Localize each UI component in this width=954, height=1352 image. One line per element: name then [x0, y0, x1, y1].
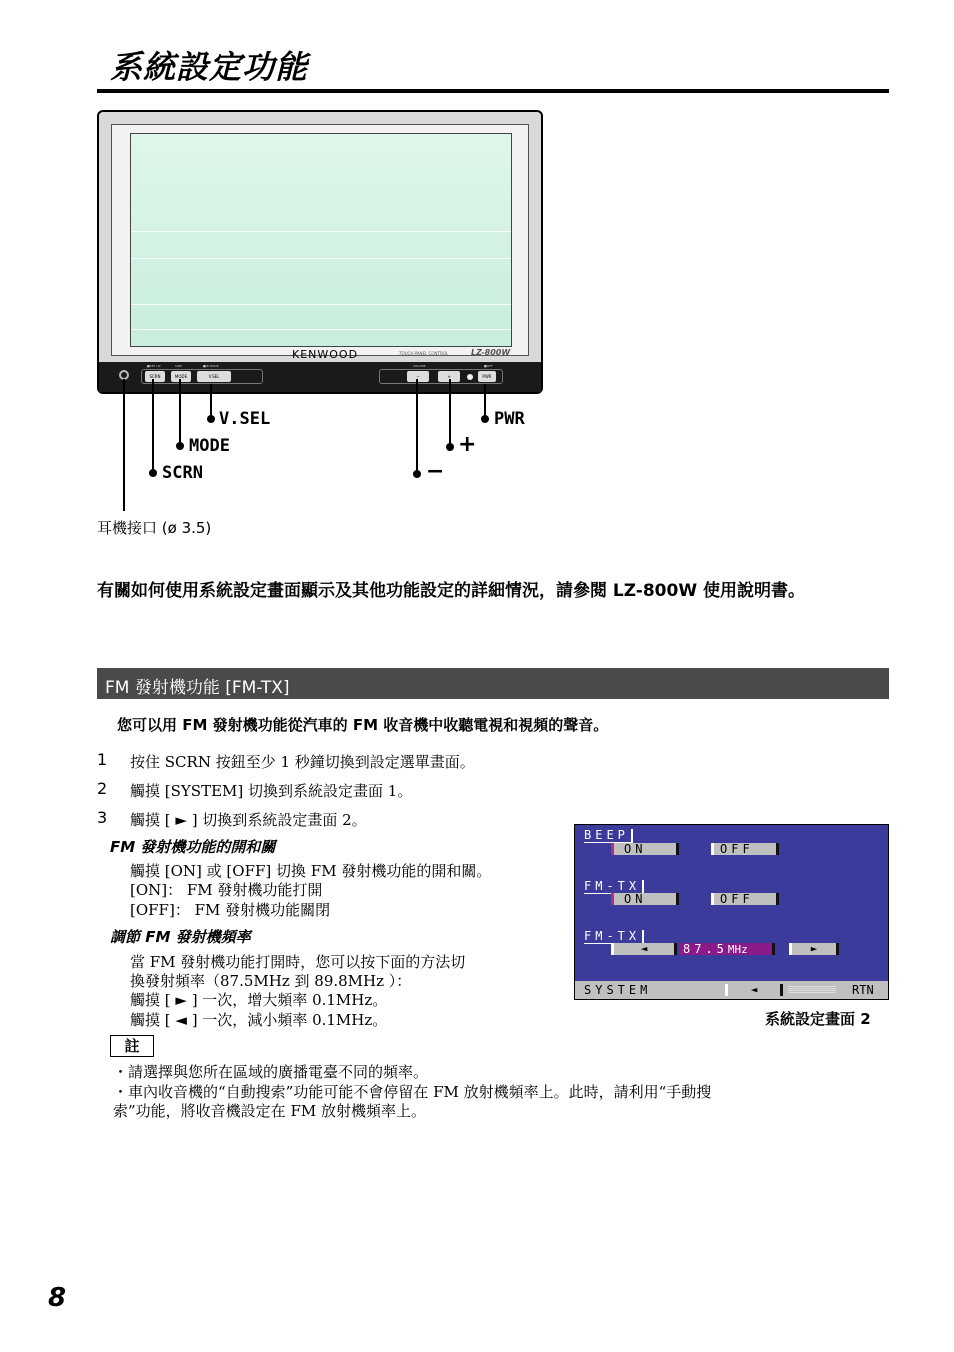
pwr-leader-dot — [481, 415, 489, 423]
section-header — [97, 668, 889, 699]
plus-leader-line — [449, 379, 451, 447]
scrn-leader-line — [152, 379, 154, 474]
note-label: 註 — [110, 1035, 154, 1057]
onoff-line: 觸摸 [ON] 或 [OFF] 切換 FM 發射機功能的開和關。 — [130, 862, 492, 880]
step-number: 2 — [97, 779, 108, 798]
onoff-heading: FM 發射機功能的開和關 — [110, 838, 276, 856]
page-title: 系統設定功能 — [110, 48, 309, 86]
jack-caption: 耳機接口 (ø 3.5) — [97, 519, 212, 537]
step-text: 按住 SCRN 按鈕至少 1 秒鐘切換到設定選單畫面。 — [130, 753, 475, 771]
device-screen — [130, 133, 512, 347]
mode-callout: MODE — [189, 436, 230, 456]
overprint-setup: ■SET UP — [147, 364, 161, 368]
fmtx-label: FM-TX — [584, 880, 644, 894]
system-bottom-bar — [575, 981, 888, 999]
device-illustration — [97, 110, 543, 394]
volume-up-hw-button[interactable]: + — [438, 371, 460, 382]
system-screen-caption: 系統設定畫面 2 — [765, 1010, 871, 1028]
page-number: 8 — [48, 1283, 67, 1313]
section-subtitle: 您可以用 FM 發射機功能從汽車的 FM 收音機中收聽電視和視頻的聲音。 — [117, 716, 609, 734]
note-item: ・車內收音機的“自動搜索”功能可能不會停留在 FM 放射機頻率上。此時，請利用“手動搜 — [113, 1083, 712, 1101]
minus-leader-line — [416, 379, 418, 475]
minus-leader-dot — [413, 470, 421, 478]
onoff-line: [OFF]： FM 發射機功能關閉 — [130, 901, 331, 919]
step-number: 1 — [97, 750, 108, 769]
note-item: 索”功能，將收音機設定在 FM 放射機頻率上。 — [113, 1102, 426, 1120]
overprint-side: SIDE — [175, 364, 182, 368]
device-bezel — [111, 124, 529, 356]
mode-hw-button[interactable]: MODE — [171, 371, 191, 382]
onoff-line: [ON]： FM 發射機功能打開 — [130, 881, 323, 899]
beep-label: BEEP — [584, 829, 633, 843]
touch-panel-label: TOUCH PANEL CONTROL — [399, 351, 449, 356]
plus-leader-dot — [446, 443, 454, 451]
system-page-indicator — [788, 986, 836, 994]
jack-leader-line — [123, 379, 125, 511]
freq-heading: 調節 FM 發射機頻率 — [110, 928, 251, 946]
vsel-leader-dot — [207, 415, 215, 423]
freq-line: 觸摸 [ ◄ ] 一次，減小頻率 0.1MHz。 — [130, 1011, 388, 1029]
freq-line: 當 FM 發射機功能打開時，您可以按下面的方法切 — [130, 953, 466, 971]
step-text: 觸摸 [ ► ] 切換到系統設定畫面 2。 — [130, 811, 367, 829]
intro-paragraph: 有關如何使用系統設定畫面顯示及其他功能設定的詳細情況，請參閱 LZ-800W 使用說明書。 — [97, 581, 805, 601]
indicator-dot — [467, 374, 473, 380]
scrn-leader-dot — [149, 469, 157, 477]
section-title: FM 發射機功能 [FM-TX] — [105, 678, 290, 698]
overprint-volume: VOLUME — [413, 364, 426, 368]
freq-number: 87.5 — [683, 942, 728, 956]
beep-on-button[interactable]: ON — [611, 843, 679, 855]
vsel-callout: V.SEL — [219, 409, 271, 429]
overprint-off: ■OFF — [484, 364, 493, 368]
pwr-callout: PWR — [494, 409, 525, 429]
note-item: ・請選擇與您所在區域的廣播電臺不同的頻率。 — [113, 1063, 429, 1081]
freq-line: 換發射頻率（87.5MHz 到 89.8MHz ）： — [130, 972, 412, 990]
fmtx-on-button[interactable]: ON — [611, 893, 679, 905]
screen-reflection — [131, 329, 511, 330]
freq-up-button[interactable]: ► — [789, 943, 839, 955]
screen-reflection — [131, 258, 511, 259]
beep-off-button[interactable]: OFF — [711, 843, 779, 855]
brand-logo: KENWOOD — [292, 348, 359, 361]
system-label: SYSTEM — [584, 983, 652, 997]
screen-reflection — [131, 304, 511, 305]
scrn-hw-button[interactable]: SCRN — [145, 371, 165, 382]
plus-callout: + — [458, 432, 477, 457]
pwr-hw-button[interactable]: PWR — [478, 371, 496, 382]
system-settings-screen — [574, 824, 889, 1000]
system-prev-button[interactable]: ◄ — [725, 984, 783, 996]
freq-line: 觸摸 [ ► ] 一次，增大頻率 0.1MHz。 — [130, 991, 388, 1009]
control-bar — [99, 362, 541, 392]
fmtx-off-button[interactable]: OFF — [711, 893, 779, 905]
freq-down-button[interactable]: ◄ — [611, 943, 677, 955]
title-rule — [97, 89, 889, 93]
model-label: LZ-800W — [471, 348, 511, 357]
minus-callout: − — [426, 459, 445, 484]
scrn-callout: SCRN — [162, 463, 203, 483]
freq-value — [679, 943, 775, 955]
freq-unit: MHz — [727, 943, 748, 956]
step-number: 3 — [97, 808, 108, 827]
mode-leader-dot — [176, 442, 184, 450]
overprint-ipmode: ■IP MODE — [203, 364, 219, 368]
volume-down-hw-button[interactable]: − — [407, 371, 429, 382]
fmtx-freq-label: FM-TX — [584, 930, 644, 944]
mode-leader-line — [179, 379, 181, 447]
screen-reflection — [131, 231, 511, 232]
vsel-hw-button[interactable]: V.SEL — [197, 371, 231, 382]
rtn-button[interactable]: RTN — [852, 983, 874, 997]
step-text: 觸摸 [SYSTEM] 切換到系統設定畫面 1。 — [130, 782, 413, 800]
